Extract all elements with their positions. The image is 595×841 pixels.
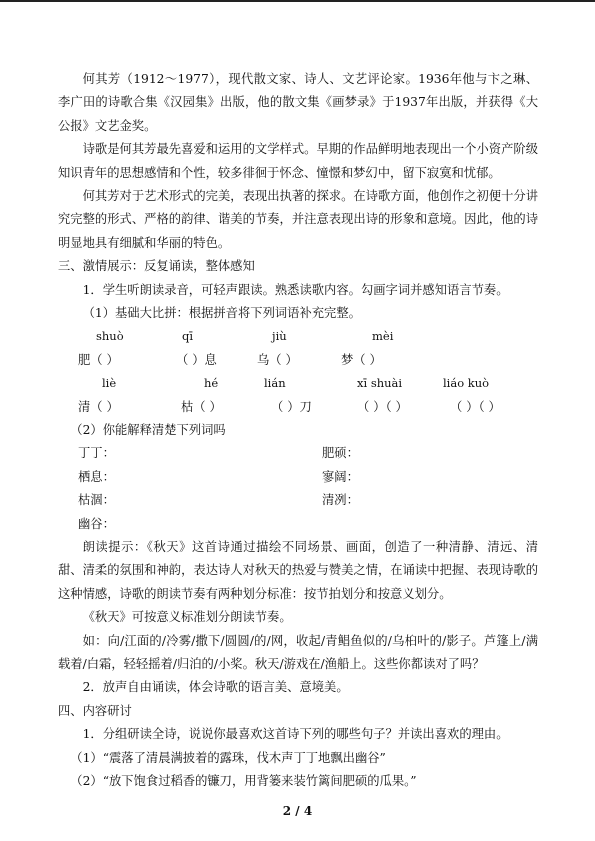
pinyin-row-2 <box>58 372 538 395</box>
quote-1: （1）“震落了清晨满披着的露珠，伐木声丁丁地飘出幽谷” <box>70 750 386 765</box>
rhythm-example: 如：向/江面的/冷雾/撒下/圆圆/的/网，收起/青鲳鱼似的/乌桕叶的/影子。芦篷上/满载着/白霜，轻轻摇着/归泊的/小桨。秋天/游戏在/渔船上。这些你都读对了吗？ <box>58 633 538 672</box>
section4-item1: 1．分组研读全诗，说说你最喜欢这首诗下列的哪些句子？并读出喜欢的理由。 <box>82 727 509 742</box>
pinyin-cell: lián <box>264 376 286 391</box>
top-rule <box>0 0 595 2</box>
vocab-term: 寥阔： <box>322 469 359 484</box>
pinyin-cell: mèi <box>372 329 394 344</box>
word-row-2 <box>58 396 538 419</box>
pinyin-cell: jiù <box>272 329 287 344</box>
section3-item1: 1．学生听朗读录音，可轻声跟读。熟悉读歌内容。勾画字词并感知语言节奏。 <box>82 282 509 297</box>
section3-heading: 三、激情展示：反复诵读，整体感知 <box>58 259 255 274</box>
word-cell: （ ）息 <box>176 352 217 367</box>
word-cell: （ ）刀 <box>271 399 312 414</box>
word-cell: 肥（ ） <box>78 352 119 367</box>
vocab-row <box>58 513 538 536</box>
word-row-1 <box>58 349 538 372</box>
pinyin-cell: xī shuài <box>357 376 403 391</box>
page-number: 2 / 4 <box>282 804 313 818</box>
reading-tip: 朗读提示：《秋天》这首诗通过描绘不同场景、画面，创造了一种清静、清远、清甜、清柔的氛围和神韵，表达诗人对秋天的热爱与赞美之情，在诵读中把握、表现诗歌的这种情感，诗歌的朗读节奏有两种划分标准：按节拍划分和按意义划分。 <box>58 540 538 601</box>
vocab-term: 丁丁： <box>78 446 115 461</box>
vocab-row <box>58 489 538 512</box>
rhythm-note: 《秋天》可按意义标准划分朗读节奏。 <box>82 610 292 625</box>
word-cell: （ ）（ ） <box>357 399 408 414</box>
word-cell: 枯（ ） <box>181 399 222 414</box>
pinyin-cell: liè <box>102 376 117 391</box>
section3-sub1: （1）基础大比拼：根据拼音将下列词语补充完整。 <box>82 306 361 321</box>
word-cell: 乌（ ） <box>257 352 298 367</box>
pinyin-cell: shuò <box>96 329 124 344</box>
pinyin-row-1 <box>58 325 538 348</box>
section4-heading: 四、内容研讨 <box>58 703 132 718</box>
vocab-row <box>58 442 538 465</box>
vocab-term: 栖息： <box>78 469 115 484</box>
vocab-term: 枯涸： <box>78 493 115 508</box>
vocab-term: 幽谷： <box>78 516 115 531</box>
document-body <box>58 68 538 793</box>
quote-2: （2）“放下饱食过稻香的镰刀，用背篓来装竹篱间肥硕的瓜果。” <box>70 774 417 789</box>
pinyin-cell: qī <box>182 329 194 344</box>
word-cell: 清（ ） <box>78 399 119 414</box>
vocab-term: 肥硕： <box>322 446 359 461</box>
pinyin-cell: hé <box>204 376 219 391</box>
art-form-paragraph: 何其芳对于艺术形式的完美，表现出执著的探求。在诗歌方面，他创作之初便十分讲究完整的形式、严格的韵律、谐美的节奏，并注意表现出诗的形象和意境。因此，他的诗明显地具有细腻和华丽的特色。 <box>58 189 538 250</box>
section3-sub2: （2）你能解释清楚下列词吗 <box>70 423 226 438</box>
pinyin-cell: liáo kuò <box>443 376 490 391</box>
author-intro-paragraph: 何其芳（1912～1977），现代散文家、诗人、文艺评论家。1936年他与卞之琳、李广田的诗歌合集《汉园集》出版，他的散文集《画梦录》于1937年出版，并获得《大公报》文艺金奖。 <box>58 72 538 133</box>
poetry-style-paragraph: 诗歌是何其芳最先喜爱和运用的文学样式。早期的作品鲜明地表现出一个小资产阶级知识青年的思想感情和个性，较多徘徊于怀念、憧憬和梦幻中，留下寂寞和忧郁。 <box>58 142 538 180</box>
vocab-row <box>58 466 538 489</box>
word-cell: 梦（ ） <box>341 352 382 367</box>
word-cell: （ ）（ ） <box>450 399 501 414</box>
vocab-term: 清冽： <box>322 493 359 508</box>
section3-item2: 2．放声自由诵读，体会诗歌的语言美、意境美。 <box>82 680 349 695</box>
